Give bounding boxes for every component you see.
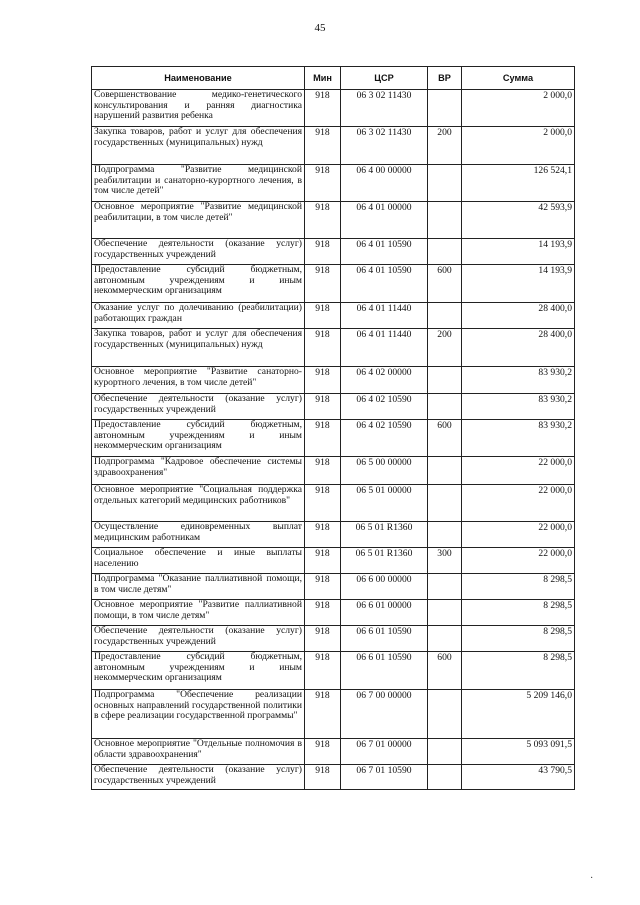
cell-csr: 06 6 01 10590: [341, 652, 428, 690]
cell-min: 918: [305, 690, 341, 739]
cell-name: Предоставление субсидий бюджетным, автономным учреждениям и иным некоммерческим организациям: [92, 265, 305, 303]
cell-csr: 06 5 00 00000: [341, 457, 428, 485]
table-row: [92, 522, 575, 548]
page-number: 45: [314, 22, 326, 34]
cell-vr: [428, 690, 462, 739]
table-row: [92, 765, 575, 790]
cell-vr: [428, 165, 462, 202]
table-header-row: [92, 67, 575, 90]
cell-vr: [428, 739, 462, 765]
cell-sum: 83 930,2: [462, 367, 575, 394]
table-row: [92, 265, 575, 303]
table-row: [92, 600, 575, 626]
cell-sum: 2 000,0: [462, 127, 575, 165]
cell-name: Подпрограмма "Оказание паллиативной помощи, в том числе детям": [92, 574, 305, 600]
table-row: [92, 90, 575, 127]
cell-vr: [428, 202, 462, 239]
cell-min: 918: [305, 420, 341, 457]
cell-name: Подпрограмма "Обеспечение реализации основных направлений государственной политики в сфере реализации государственной программы": [92, 690, 305, 739]
cell-name: Предоставление субсидий бюджетным, автономным учреждениям и иным некоммерческим организациям: [92, 652, 305, 690]
cell-name: Подпрограмма "Кадровое обеспечение системы здравоохранения": [92, 457, 305, 485]
cell-vr: 200: [428, 329, 462, 367]
cell-min: 918: [305, 90, 341, 127]
cell-min: 918: [305, 739, 341, 765]
cell-name: Обеспечение деятельности (оказание услуг) государственных учреждений: [92, 626, 305, 652]
table-row: [92, 394, 575, 420]
cell-name: Основное мероприятие "Отдельные полномочия в области здравоохранения": [92, 739, 305, 765]
cell-min: 918: [305, 127, 341, 165]
scan-mark: ·: [590, 873, 594, 884]
cell-min: 918: [305, 457, 341, 485]
cell-csr: 06 5 01 R1360: [341, 522, 428, 548]
cell-vr: 600: [428, 265, 462, 303]
header-vr: ВР: [428, 67, 462, 90]
cell-sum: 2 000,0: [462, 90, 575, 127]
cell-csr: 06 7 01 10590: [341, 765, 428, 790]
cell-vr: [428, 367, 462, 394]
cell-min: 918: [305, 265, 341, 303]
table-row: [92, 457, 575, 485]
table-row: [92, 485, 575, 522]
cell-sum: 43 790,5: [462, 765, 575, 790]
cell-sum: 28 400,0: [462, 329, 575, 367]
cell-vr: [428, 522, 462, 548]
cell-min: 918: [305, 626, 341, 652]
cell-min: 918: [305, 652, 341, 690]
table-row: [92, 367, 575, 394]
cell-name: Обеспечение деятельности (оказание услуг) государственных учреждений: [92, 394, 305, 420]
cell-csr: 06 4 00 00000: [341, 165, 428, 202]
cell-csr: 06 7 00 00000: [341, 690, 428, 739]
cell-sum: 42 593,9: [462, 202, 575, 239]
cell-min: 918: [305, 765, 341, 790]
cell-csr: 06 4 01 11440: [341, 303, 428, 329]
table-row: [92, 165, 575, 202]
cell-name: Основное мероприятие "Социальная поддержка отдельных категорий медицинских работников": [92, 485, 305, 522]
table-row: [92, 548, 575, 574]
header-sum: Сумма: [462, 67, 575, 90]
table-row: [92, 739, 575, 765]
cell-vr: 600: [428, 652, 462, 690]
cell-vr: [428, 303, 462, 329]
cell-vr: 600: [428, 420, 462, 457]
cell-min: 918: [305, 485, 341, 522]
cell-name: Основное мероприятие "Развитие паллиативной помощи, в том числе детям": [92, 600, 305, 626]
cell-name: Обеспечение деятельности (оказание услуг) государственных учреждений: [92, 239, 305, 265]
cell-min: 918: [305, 600, 341, 626]
cell-min: 918: [305, 522, 341, 548]
cell-sum: 14 193,9: [462, 239, 575, 265]
header-csr: ЦСР: [341, 67, 428, 90]
table-row: [92, 420, 575, 457]
cell-sum: 8 298,5: [462, 600, 575, 626]
cell-sum: 8 298,5: [462, 626, 575, 652]
cell-csr: 06 4 02 10590: [341, 394, 428, 420]
cell-name: Совершенствование медико-генетического консультирования и ранняя диагностика нарушений развития ребенка: [92, 90, 305, 127]
cell-csr: 06 3 02 11430: [341, 90, 428, 127]
table-row: [92, 626, 575, 652]
cell-min: 918: [305, 303, 341, 329]
cell-name: Закупка товаров, работ и услуг для обеспечения государственных (муниципальных) нужд: [92, 127, 305, 165]
budget-table: [91, 66, 575, 790]
cell-min: 918: [305, 574, 341, 600]
cell-csr: 06 5 01 00000: [341, 485, 428, 522]
table-row: [92, 303, 575, 329]
table-row: [92, 574, 575, 600]
cell-name: Социальное обеспечение и иные выплаты населению: [92, 548, 305, 574]
cell-sum: 22 000,0: [462, 485, 575, 522]
table-row: [92, 329, 575, 367]
cell-min: 918: [305, 548, 341, 574]
cell-name: Основное мероприятие "Развитие медицинской реабилитации, в том числе детей": [92, 202, 305, 239]
cell-name: Обеспечение деятельности (оказание услуг) государственных учреждений: [92, 765, 305, 790]
cell-vr: [428, 626, 462, 652]
cell-csr: 06 4 01 11440: [341, 329, 428, 367]
cell-name: Основное мероприятие "Развитие санаторно-курортного лечения, в том числе детей": [92, 367, 305, 394]
cell-sum: 22 000,0: [462, 457, 575, 485]
cell-min: 918: [305, 394, 341, 420]
cell-vr: [428, 574, 462, 600]
cell-csr: 06 4 02 10590: [341, 420, 428, 457]
cell-sum: 28 400,0: [462, 303, 575, 329]
cell-name: Осуществление единовременных выплат медицинским работникам: [92, 522, 305, 548]
table-row: [92, 652, 575, 690]
cell-csr: 06 3 02 11430: [341, 127, 428, 165]
cell-csr: 06 4 02 00000: [341, 367, 428, 394]
cell-vr: [428, 457, 462, 485]
cell-sum: 8 298,5: [462, 574, 575, 600]
cell-min: 918: [305, 202, 341, 239]
cell-vr: [428, 394, 462, 420]
cell-min: 918: [305, 329, 341, 367]
table-body: [92, 90, 575, 790]
cell-sum: 83 930,2: [462, 420, 575, 457]
cell-vr: 200: [428, 127, 462, 165]
cell-csr: 06 6 00 00000: [341, 574, 428, 600]
cell-csr: 06 4 01 10590: [341, 239, 428, 265]
cell-csr: 06 6 01 10590: [341, 626, 428, 652]
cell-vr: [428, 765, 462, 790]
cell-sum: 8 298,5: [462, 652, 575, 690]
cell-vr: [428, 485, 462, 522]
table-row: [92, 239, 575, 265]
cell-csr: 06 5 01 R1360: [341, 548, 428, 574]
table-row: [92, 127, 575, 165]
cell-min: 918: [305, 367, 341, 394]
cell-name: Подпрограмма "Развитие медицинской реабилитации и санаторно-курортного лечения, в том числе детей": [92, 165, 305, 202]
cell-csr: 06 6 01 00000: [341, 600, 428, 626]
cell-sum: 14 193,9: [462, 265, 575, 303]
table-row: [92, 202, 575, 239]
cell-sum: 126 524,1: [462, 165, 575, 202]
cell-sum: 5 093 091,5: [462, 739, 575, 765]
cell-vr: [428, 239, 462, 265]
cell-vr: [428, 90, 462, 127]
cell-min: 918: [305, 165, 341, 202]
cell-sum: 83 930,2: [462, 394, 575, 420]
table-row: [92, 690, 575, 739]
cell-name: Предоставление субсидий бюджетным, автономным учреждениям и иным некоммерческим организациям: [92, 420, 305, 457]
cell-sum: 22 000,0: [462, 522, 575, 548]
cell-sum: 22 000,0: [462, 548, 575, 574]
cell-sum: 5 209 146,0: [462, 690, 575, 739]
cell-name: Закупка товаров, работ и услуг для обеспечения государственных (муниципальных) нужд: [92, 329, 305, 367]
cell-csr: 06 4 01 00000: [341, 202, 428, 239]
cell-vr: 300: [428, 548, 462, 574]
header-name: Наименование: [92, 67, 305, 90]
cell-name: Оказание услуг по долечиванию (реабилитации) работающих граждан: [92, 303, 305, 329]
cell-min: 918: [305, 239, 341, 265]
cell-csr: 06 7 01 00000: [341, 739, 428, 765]
cell-csr: 06 4 01 10590: [341, 265, 428, 303]
cell-vr: [428, 600, 462, 626]
header-min: Мин: [305, 67, 341, 90]
